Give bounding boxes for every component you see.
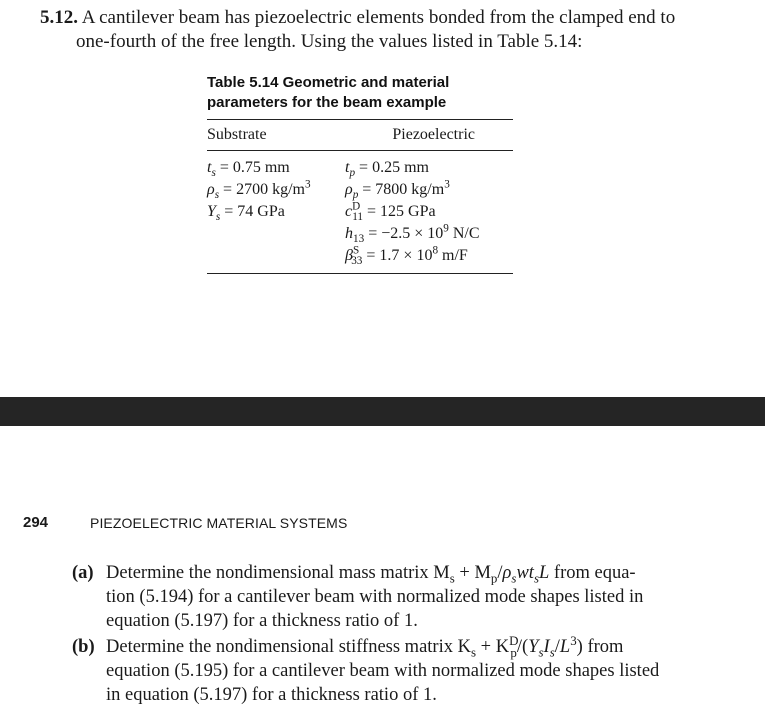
stiffness-matrix-expression: $K_s + K^D_p/(Y_sI_s/L^3)$: [457, 632, 583, 660]
table-bottom-rule: [207, 273, 513, 274]
table-caption: [207, 73, 513, 113]
header-substrate: Substrate: [207, 126, 267, 143]
table-body: [207, 151, 513, 273]
piezo-stiffness: $c^D_{11} = 125$ GPa: [345, 200, 436, 224]
question-b-text: Determine the nondimensional stiffness matrix $K_s + K^D_p/(Y_sI_s/L^3)$ from equation (5.195) for a cantilever beam with normalized mode shapes listed in equation (5.197) for a thickness ratio of 1.: [106, 632, 660, 705]
question-a-text: Determine the nondimensional mass matrix $M_s + M_p/\rho_swt_sL$ from equa- tion (5.194) for a cantilever beam with normalized mode shapes listed in equation (5.197) for a thickness ratio of 1.: [106, 563, 644, 631]
table-row: [207, 179, 513, 201]
parameter-table: [207, 73, 513, 274]
running-head: PIEZOELECTRIC MATERIAL SYSTEMS: [90, 515, 348, 531]
question-a: [72, 561, 702, 633]
header-piezoelectric: Piezoelectric: [392, 126, 475, 143]
piezo-thickness: $t_p = 0.25$ mm: [345, 159, 429, 180]
table-caption-line-1: Table 5.14 Geometric and material: [207, 74, 450, 91]
question-b: [72, 632, 702, 707]
piezo-impermittivity: $\beta^S_{33} = 1.7 \times 10^8$ m/F: [345, 244, 468, 268]
table-row: [207, 201, 513, 223]
problem-statement: [40, 6, 730, 54]
question-a-label: (a): [72, 563, 94, 583]
substrate-density: $\rho_s = 2700$ $kg/m^3$: [207, 178, 311, 202]
table-row: [207, 245, 513, 267]
table-caption-line-2: parameters for the beam example: [207, 94, 447, 111]
piezo-coupling-h13: $h_{13} = -2.5 \times 10^9$ N/C: [345, 222, 480, 246]
question-b-label: (b): [72, 637, 95, 657]
table-row: [207, 223, 513, 245]
substrate-thickness: $t_s = 0.75$ mm: [207, 159, 290, 180]
substrate-modulus: $Y_s = 74$ GPa: [207, 203, 285, 224]
problem-line-1: A cantilever beam has piezoelectric elements bonded from the clamped end to: [81, 7, 676, 28]
piezo-density: $\rho_p = 7800$ $kg/m^3$: [345, 178, 450, 202]
problem-number: 5.12.: [40, 7, 78, 28]
table-row: [207, 157, 513, 179]
problem-line-2: one-fourth of the free length. Using the values listed in Table 5.14:: [76, 31, 583, 52]
mass-matrix-expression: $M_s + M_p/\rho_swt_sL$: [433, 563, 550, 586]
table-header-row: [207, 120, 513, 150]
page-separator-band: [0, 397, 765, 426]
page-number: 294: [23, 514, 49, 531]
